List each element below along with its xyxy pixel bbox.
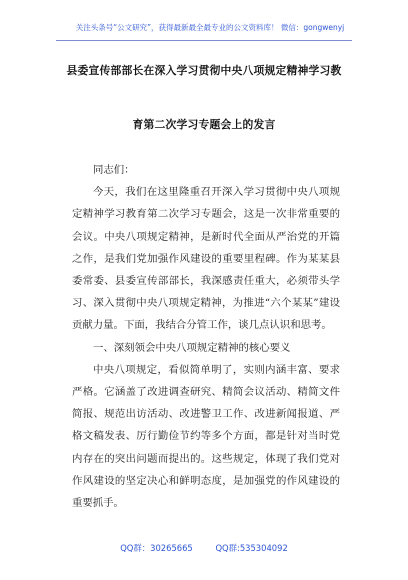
body-paragraph-1: 今天，我们在这里隆重召开深入学习贯彻中央八项规定精神学习教育第二次学习专题会，这是一次非常重要的会议。中央八项规定精神，是新时代全面从严治党的开篇之作，是我们党加强作风建设的重要里程碑。作为某某县委常委、县委宣传部部长，我深感责任重大，必须带头学习、深入贯彻中央八项规定精神，为推进“六个某某”建设贡献力量。下面，我结合分管工作，谈几点认识和思考。: [72, 186, 340, 332]
footer-qq-group-1: QQ群：30265665: [120, 543, 193, 553]
body-paragraph-2: 中央八项规定，看似简单明了，实则内涵丰富、要求严格。它涵盖了改进调查研究、精简会议活动、精简文件简报、规范出访活动、改进警卫工作、改进新闻报道、严格文稿发表、厉行勤俭节约等多个方面，都是针对当时党内存在的突出问题而提出的。这些规定，体现了我们党对作风建设的坚定决心和鲜明态度，是加强党的作风建设的重要抓手。: [72, 363, 340, 510]
footer-qq-group-2: QQ群:535304092: [215, 543, 288, 553]
document-title-line-2: 育第二次学习专题会上的发言: [132, 118, 276, 131]
footer-contact: [0, 540, 408, 556]
section-heading-1: 一、深刻领会中央八项规定精神的核心要义: [93, 341, 291, 354]
salutation: 同志们：: [93, 164, 135, 176]
header-divider: [56, 40, 352, 41]
document-title-line-1: 县委宣传部部长在深入学习贯彻中央八项规定精神学习教: [66, 64, 342, 77]
document-body: [72, 159, 340, 514]
header-banner[interactable]: 关注头条号“公文研究”，获得最新最全最专业的公文资料库！ 微信：gongwenyj: [75, 23, 345, 32]
